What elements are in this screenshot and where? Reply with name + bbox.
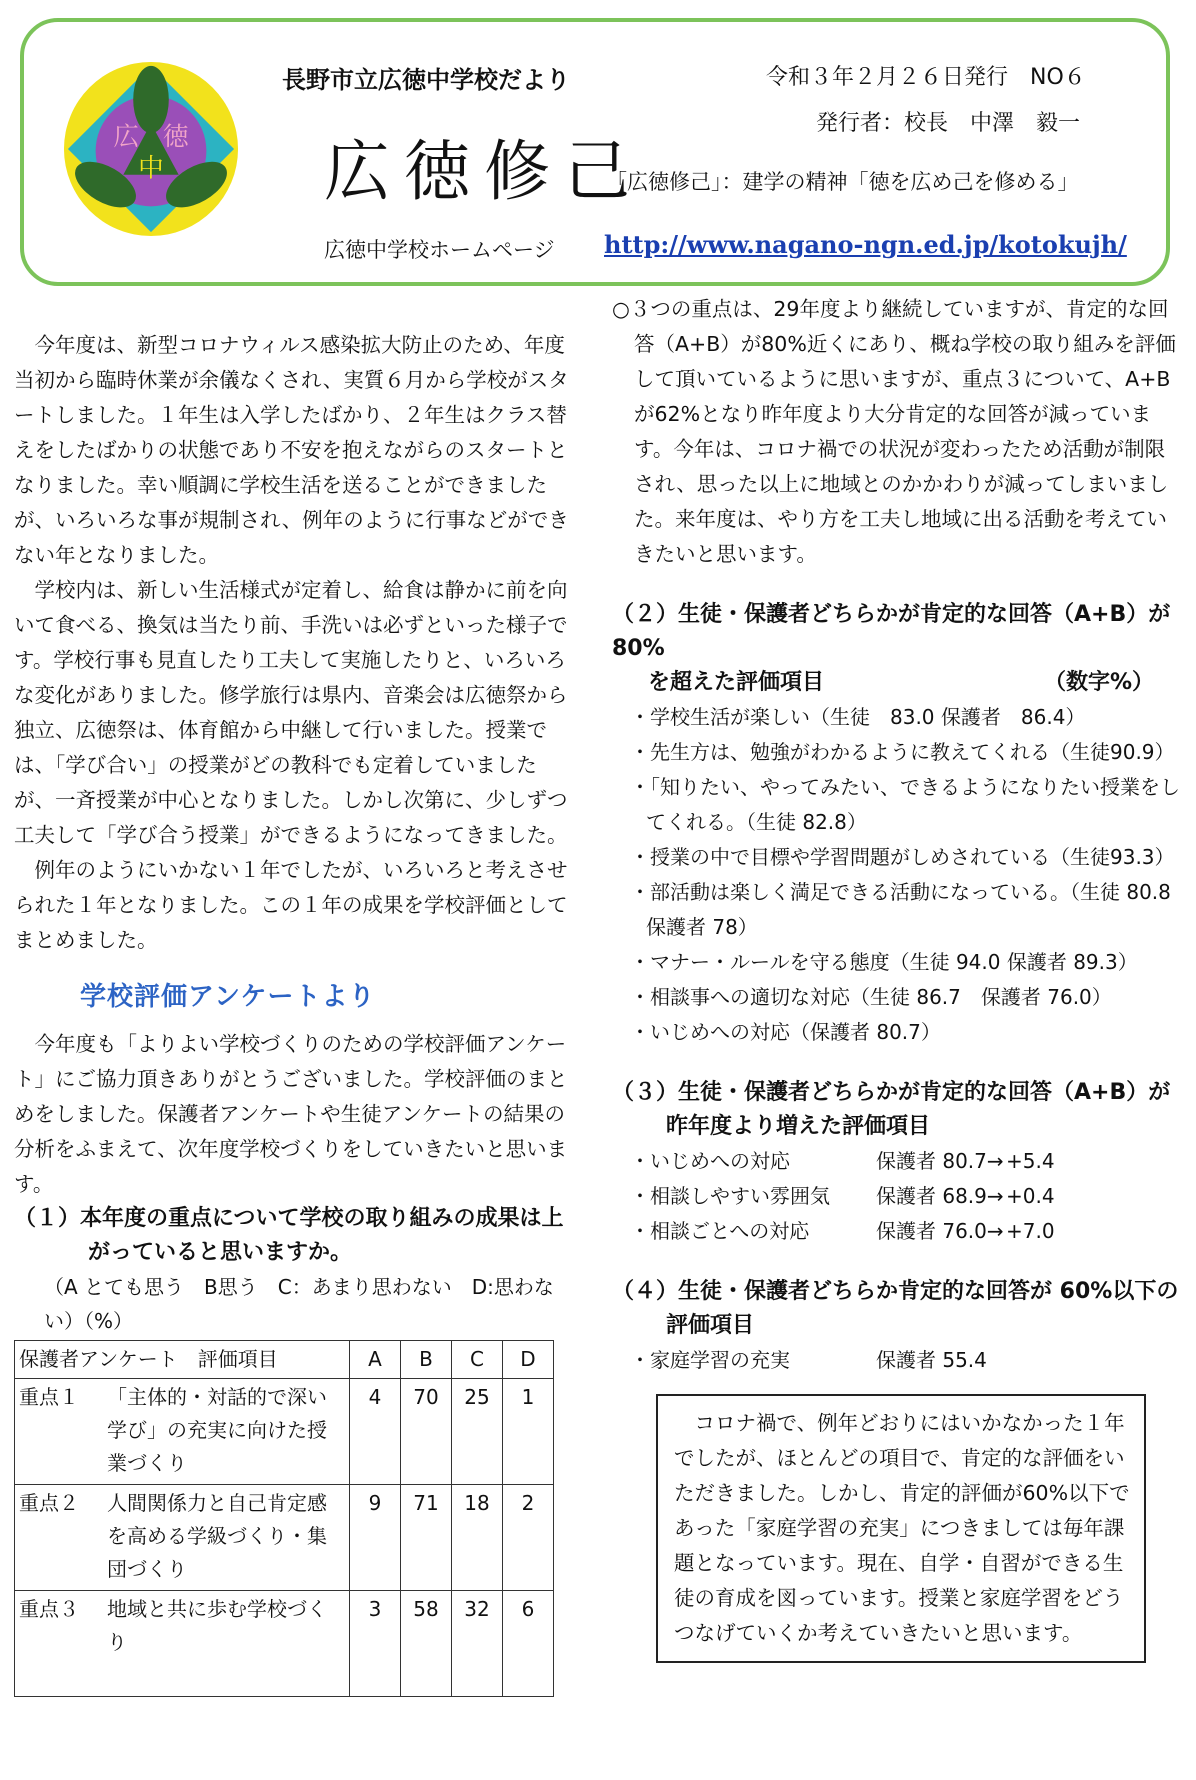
row-item: 地域と共に歩む学校づくり [103,1591,350,1697]
section-3-heading: （３）生徒・保護者どちらかが肯定的な回答（A+B）が昨年度より増えた評価項目 [612,1080,1171,1139]
list-item: ・いじめへの対応（保護者 80.7） [630,1020,941,1044]
row-key: 重点１ [15,1379,104,1485]
list-item [630,1214,1182,1249]
item-value: 保護者 68.9→ [876,1184,1004,1208]
homepage-link[interactable]: http://www.nagano-ngn.ed.jp/kotokujh/ [604,230,1127,259]
intro-paragraph-2: 学校内は、新しい生活様式が定着し、給食は静かに前を向いて食べる、換気は当たり前、手洗いは必ずといった様子です。学校行事も見直したり工夫して実施したりと、いろいろな変化がありました。修学旅行は県内、音楽会は広徳祭から独立、広徳祭は、体育館から中継して行いました。授業では、「学び合い」の授業がどの教科でも定着していましたが、一斉授業が中心となりました。しかし次第に、少しずつ工夫して「学び合う授業」ができるようになってきました。 [14,578,568,847]
survey-intro-paragraph: 今年度も「よりよい学校づくりのための学校評価アンケート」にご協力頂きありがとうございました。学校評価のまとめをしました。保護者アンケートや生徒アンケートの結果の分析をふまえて、次年度学校づくりをしていきたいと思います。 [14,1032,568,1196]
table-header-c: C [452,1341,503,1379]
section-2-heading: （２）生徒・保護者どちらかが肯定的な回答（A+B）が80% [612,602,1171,661]
emblem-char-right: 徳 [162,122,189,153]
school-name: 長野市立広徳中学校だより [282,66,570,94]
list-item: ・授業の中で目標や学習問題がしめされている（生徒93.3） [630,845,1175,869]
summary-text: コロナ禍で、例年どおりにはいかなかった１年でしたが、ほとんどの項目で、肯定的な評価をいただきました。しかし、肯定的評価が60%以下であった「家庭学習の充実」につきましては毎年課題となっています。現在、自学・自習ができる生徒の育成を図っています。授業と家庭学習をどうつなげていくか考えていきたいと思います。 [674,1411,1130,1645]
row-d: 6 [503,1591,554,1697]
issue-date: 令和３年２月２６日発行 NO６ [766,65,1086,90]
analysis-paragraph: ○３つの重点は、29年度より継続していますが、肯定的な回答（A+B）が80%近くにあり、概ね学校の取り組みを評価して頂いているように思いますが、重点３について、A+Bが62%となり昨年度より大分肯定的な回答が減っています。今年は、コロナ禍での状況が変わったため活動が制限され、思った以上に地域とのかかわりが減ってしまいました。来年度は、やり方を工夫し地域に出る活動を考えていきたいと思います。 [612,297,1176,566]
table-row [15,1379,554,1485]
table-header-b: B [401,1341,452,1379]
survey-section-heading: 学校評価アンケートより [80,982,376,1012]
motto: 「広徳修己」：建学の精神「徳を広め己を修める」 [606,170,1079,194]
item-label: ・相談ごとへの対応 [630,1219,810,1243]
item-label: ・家庭学習の充実 [630,1348,790,1372]
table-header-label: 保護者アンケート 評価項目 [15,1341,350,1379]
list-item: ・相談事への適切な対応（生徒 86.7 保護者 76.0） [630,985,1112,1009]
row-c: 18 [452,1485,503,1591]
school-emblem [62,60,240,238]
row-d: 1 [503,1379,554,1485]
summary-box [656,1394,1146,1663]
row-b: 58 [401,1591,452,1697]
list-item: ・マナー・ルールを守る態度（生徒 94.0 保護者 89.3） [630,950,1138,974]
item-diff: +7.0 [1006,1219,1055,1243]
item-diff: +0.4 [1006,1184,1055,1208]
item-diff: +5.4 [1006,1149,1055,1173]
list-item: ・先生方は、勉強がわかるように教えてくれる（生徒90.9） [630,740,1175,764]
row-a: 4 [350,1379,401,1485]
row-b: 70 [401,1379,452,1485]
row-c: 32 [452,1591,503,1697]
rating-legend: （A とても思う B思う C：あまり思わない D:思わない）（%） [44,1275,554,1333]
list-item: ・「知りたい、やってみたい、できるようになりたい授業をしてくれる。（生徒 82.8） [630,775,1180,834]
intro-paragraph-3: 例年のようにいかない１年でしたが、いろいろと考えさせられた１年となりました。この１年の成果を学校評価としてまとめました。 [14,858,568,952]
item-label: ・いじめへの対応 [630,1149,790,1173]
newsletter-header [20,18,1170,286]
publisher: 発行者：校長 中澤 毅一 [816,111,1081,136]
row-item: 「主体的・対話的で深い学び」の充実に向けた授業づくり [103,1379,350,1485]
row-a: 9 [350,1485,401,1591]
item-value: 保護者 76.0→ [876,1219,1004,1243]
table-row [15,1591,554,1697]
intro-paragraph-1: 今年度は、新型コロナウィルス感染拡大防止のため、年度当初から臨時休業が余儀なくされ、実質６月から学校がスタートしました。１年生は入学したばかり、２年生はクラス替えをしたばかりの状態であり不安を抱えながらのスタートとなりました。幸い順調に学校生活を送ることができましたが、いろいろな事が規制され、例年のように行事などができない年となりました。 [14,333,569,567]
list-item: ・部活動は楽しく満足できる活動になっている。（生徒 80.8 保護者 78） [630,880,1191,939]
emblem-char-left: 広 [113,122,140,153]
left-column [14,328,576,1697]
table-header-row [15,1341,554,1379]
list-item [630,1144,1182,1179]
table-row [15,1485,554,1591]
list-item [630,1179,1182,1214]
question-1-heading: （１）本年度の重点について学校の取り組みの成果は上がっていると思いますか。 [14,1206,564,1265]
list-item [630,1343,1182,1378]
row-d: 2 [503,1485,554,1591]
right-column [612,292,1191,1663]
section-4-heading: （４）生徒・保護者どちらか肯定的な回答が 60%以下の評価項目 [612,1279,1179,1338]
item-value: 保護者 80.7→ [876,1149,1004,1173]
table-header-a: A [350,1341,401,1379]
row-item: 人間関係力と自己肯定感を高める学級づくり・集団づくり [103,1485,350,1591]
row-c: 25 [452,1379,503,1485]
item-label: ・相談しやすい雰囲気 [630,1184,830,1208]
section-2-unit: （数字%） [1043,670,1154,695]
homepage-label: 広徳中学校ホームページ [324,238,555,262]
row-key: 重点３ [15,1591,104,1697]
survey-results-table [14,1340,554,1697]
newsletter-title: 広徳修己 [324,133,644,210]
emblem-char-center: 中 [138,153,164,184]
row-key: 重点２ [15,1485,104,1591]
row-b: 71 [401,1485,452,1591]
row-a: 3 [350,1591,401,1697]
list-item: ・学校生活が楽しい（生徒 83.0 保護者 86.4） [630,705,1086,729]
table-header-d: D [503,1341,554,1379]
section-2-heading-cont: を超えた評価項目 [648,670,825,695]
item-value: 保護者 55.4 [876,1348,987,1372]
